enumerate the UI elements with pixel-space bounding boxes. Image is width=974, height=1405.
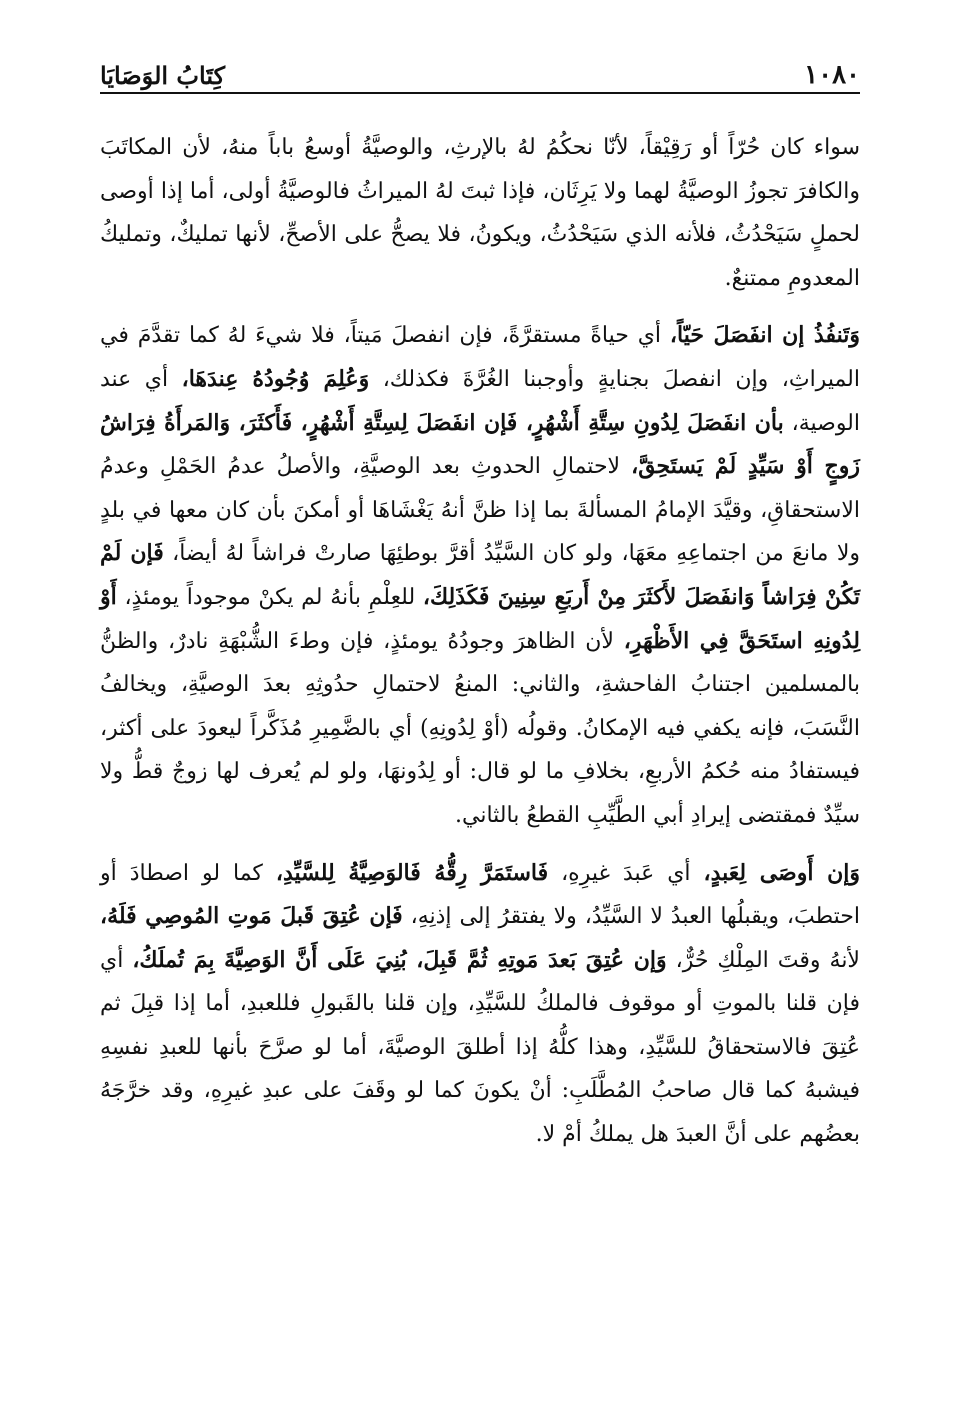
text-segment: أي عَبدَ غيرِهِ، — [548, 860, 704, 886]
matn-segment: بأن انفَصَلَ لِدُونِ سِتَّةِ أَشْهُرٍ، فَإن انفَصَلَ لِسِتَّةِ أَشْهُرٍ، فَأَكثَرَ، وَالمَرأَةُ فِرَاشُ زَوجٍ أَوْ سَيِّدٍ لَمْ يَستَحِقَّ، — [100, 409, 861, 480]
matn-segment: وَعُلِمَ وُجُودُهُ عِندَهَا، — [181, 365, 370, 392]
document-page — [100, 40, 860, 1370]
page-header — [100, 40, 860, 94]
matn-segment: فَإن عُتِقَ قَبلَ مَوتِ المُوصِي فَلَهُ، — [100, 903, 403, 930]
text-segment: لاحتمالِ الحدوثِ بعد الوصيَّةِ، والأصلُ عدمُ الحَمْلِ وعدمُ الاستحقاقِ، وقيَّدَ الإمامُ المسألةَ بما إذا ظنَّ أنهُ يَغْشَاهَا أو أمكنَ بأن كان معها في بلدٍ ولا مانعَ من اجتماعِهِ معَهَا، ولو كان السَّيِّدُ أقرَّ بوطئِهَا صارتْ فراشاً لهُ أيضاً، — [100, 454, 860, 567]
page-number: ١٠٨٠ — [804, 60, 860, 90]
matn-segment: فَإن لَمْ تَكُنْ فِرَاشاً وَانفَصَلَ لأَكثَرَ مِنْ أَربَعِ سِنِينَ فَكَذَلِكَ، — [100, 540, 860, 610]
text-segment: سواء كان حُرّاً أو رَقِيْقاً، لأنّا نحكُمُ لهُ بالإرثِ، والوصيَّةُ أوسعُ باباً منهُ، لأن المكاتَبَ والكافرَ تجوزُ الوصيَّةُ لهما ولا يَرِثَان، فإذا ثبتَ لهُ الميراثُ فالوصيَّةُ أولى، أما إذا أوصى لحملٍ سَيَحْدُثُ، فلأنه الذي سَيَحْدُثُ، ويكونُ، فلا يصحُّ على الأصحِّ، لأنها تمليكٌ، وتمليكُ المعدومِ ممتنعٌ. — [100, 135, 860, 291]
text-segment: أي عند الوصية، — [100, 366, 860, 436]
matn-segment: وَإن أَوصَى لِعَبدٍ، — [703, 859, 860, 886]
matn-segment: وَتَنفُذُ إن انفَصَلَ حَيّاً، — [669, 322, 860, 349]
running-title: كِتَابُ الوَصَايَا — [100, 61, 225, 90]
paragraph-1 — [100, 126, 860, 300]
body-text — [100, 126, 860, 1157]
text-segment: لأن الظاهرَ وجودُهُ يومئذٍ، فإن وطءَ الشُّبْهَةِ نادرٌ، والظنُّ بالمسلمين اجتنابُ الفاحشةِ، والثاني: المنعُ لاحتمالِ حدُوثِهِ بعدَ الوصيَّةِ، ويخالفُ النَّسَبَ، فإنه يكفي فيه الإمكانُ. وقولُه (أوْ لِدُونِهِ) أي بالضَّمِيرِ مُذَكَّراً ليعودَ على أكثر، فيستفادُ منه حُكمُ الأربعِ، بخلافِ ما لو قال: أو لِدُونهَا، ولو لم يُعرف لها زوجٌ قطُّ ولا سيِّدٌ فمقتضى إيرادِ أبي الطَّيِّبِ القطعُ بالثاني. — [100, 628, 860, 828]
text-segment: كما لو اصطادَ أو احتطبَ، ويقبلُها العبدُ لا السَّيِّدُ، ولا يفتقرُ إلى إذنِهِ، — [100, 860, 861, 930]
matn-segment: أَوْ لِدُونِهِ استَحَقَّ فِي الأَظْهَرِ، — [100, 583, 860, 654]
paragraph-2 — [100, 314, 860, 837]
text-segment: لأنهُ وقتَ المِلْكِ حُرٌّ، — [666, 947, 860, 973]
matn-segment: وَإن عُتِقَ بَعدَ مَوتِهِ ثُمَّ قَبِلَ، بُنِيَ عَلَى أَنَّ الوَصِيَّةَ بِمَ تُملَكُ، — [132, 946, 667, 973]
matn-segment: فَاستَمَرَّ رِقُّهُ فَالوَصِيَّةُ لِلسَّيِّدِ، — [275, 859, 549, 886]
text-segment: للعِلْمِ بأنهُ لم يكنْ موجوداً يومئذٍ، — [116, 584, 423, 610]
text-segment: أي حياةً مستقرَّةً، فإن انفصلَ مَيتاً، فلا شيءَ لهُ كما تقدَّمَ في الميراثِ، وإن انفصلَ بجنايةٍ وأوجبنا الغُرَّةَ فكذلك، — [100, 323, 860, 392]
paragraph-3 — [100, 852, 860, 1157]
text-segment: أي فإن قلنا بالموتِ أو موقوف فالملكُ للسَّيِّدِ، وإن قلنا بالقَبولِ فللعبدِ، أما إذا قبِلَ ثم عُتِقَ فالاستحقاقُ للسَّيِّدِ، وهذا كلُّهُ إذا أطلقَ الوصيَّةَ، أما لو صرَّحَ بأنها للعبدِ نفسِهِ فيشبهُ كما قال صاحبُ المُطَّلَبِ: أنْ يكونَ كما لو وقَفَ على عبدِ غيرِهِ، وقد خرَّجَهُ بعضُهم على أنَّ العبدَ هل يملكُ أمْ لا. — [100, 947, 860, 1148]
